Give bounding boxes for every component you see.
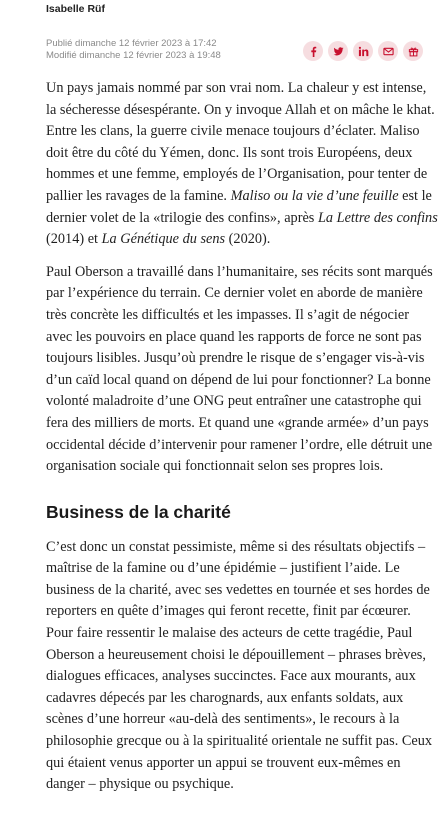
paragraph-3: C’est donc un constat pessimiste, même si des résultats objectifs – maîtrise de la famine ou d’une épidémie – justifient l’aide. Le business de la charité, avec ses vedettes en tournée et ses hordes de reporters en quête d’images qui feront recette, finit par écœurer. Pour faire ressentir le malaise des acteurs de cette tragédie, Paul Oberson a heureusement choisi le dépouillement – phrases brèves, dialogues efficaces, analyses succinctes. Face aux mourants, aux cadavres dépecés par les charognards, aux enfants soldats, aux scènes d’une horreur «au-delà des sentiments», le recours à la philosophie grecque ou à la spiritualité orientale ne suffit pas. Ceux qui étaient venus apporter un appui se trouvent eux-mêmes en danger – physique ou psychique. <box>46 538 433 793</box>
author-name[interactable]: Isabelle Rüf <box>46 3 105 15</box>
twitter-icon[interactable] <box>328 41 348 61</box>
book-title: Maliso ou la vie d’une feuille <box>230 187 399 204</box>
facebook-icon[interactable] <box>303 41 323 61</box>
section-heading: Business de la charité <box>46 501 231 522</box>
book-title: La Génétique du sens <box>101 231 226 248</box>
gift-icon[interactable] <box>403 41 423 61</box>
share-bar <box>303 41 423 61</box>
published-date: Publié dimanche 12 février 2023 à 17:42 <box>46 38 217 49</box>
article-body <box>46 78 438 807</box>
email-icon[interactable] <box>378 41 398 61</box>
paragraph-1: Un pays jamais nommé par son vrai nom. La chaleur y est intense, la sécheresse désespérante. On y invoque Allah et on mâche le khat. Entre les clans, la guerre civile menace toujours d’éclater. Maliso doit être du côté du Yémen, donc. Ils sont trois Européens, deux hommes et une femme, employés de l’Organisation, pour tenter de pallier les ravages de la famine. Maliso ou la vie d’une feuille est le dernier volet de la «trilogie des confins», après La Lettre des confins (2014) et La Génétique du sens (2020). <box>46 80 438 248</box>
article-dates <box>46 38 221 62</box>
book-title: La Lettre des confins <box>317 209 438 226</box>
paragraph-2: Paul Oberson a travaillé dans l’humanitaire, ses récits sont marqués par l’expérience du terrain. Ce dernier volet en aborde de manière très concrète les difficultés et les impasses. Il s’agit de négocier avec les pouvoirs en place quand les rapports de force ne sont pas toujours lisibles. Jusqu’où prendre le risque de s’engager vis-à-vis d’un caïd local quand on dépend de lui pour fonctionner? La bonne volonté maladroite d’une ONG peut entraîner une catastrophe qui fera des milliers de morts. Et quand une «grande armée» d’un pays occidental décide d’intervenir pour ramener l’ordre, elle détruit une organisation sociale qui fonctionnait selon ses propres lois. <box>46 263 433 475</box>
linkedin-icon[interactable] <box>353 41 373 61</box>
modified-date: Modifié dimanche 12 février 2023 à 19:48 <box>46 50 221 61</box>
